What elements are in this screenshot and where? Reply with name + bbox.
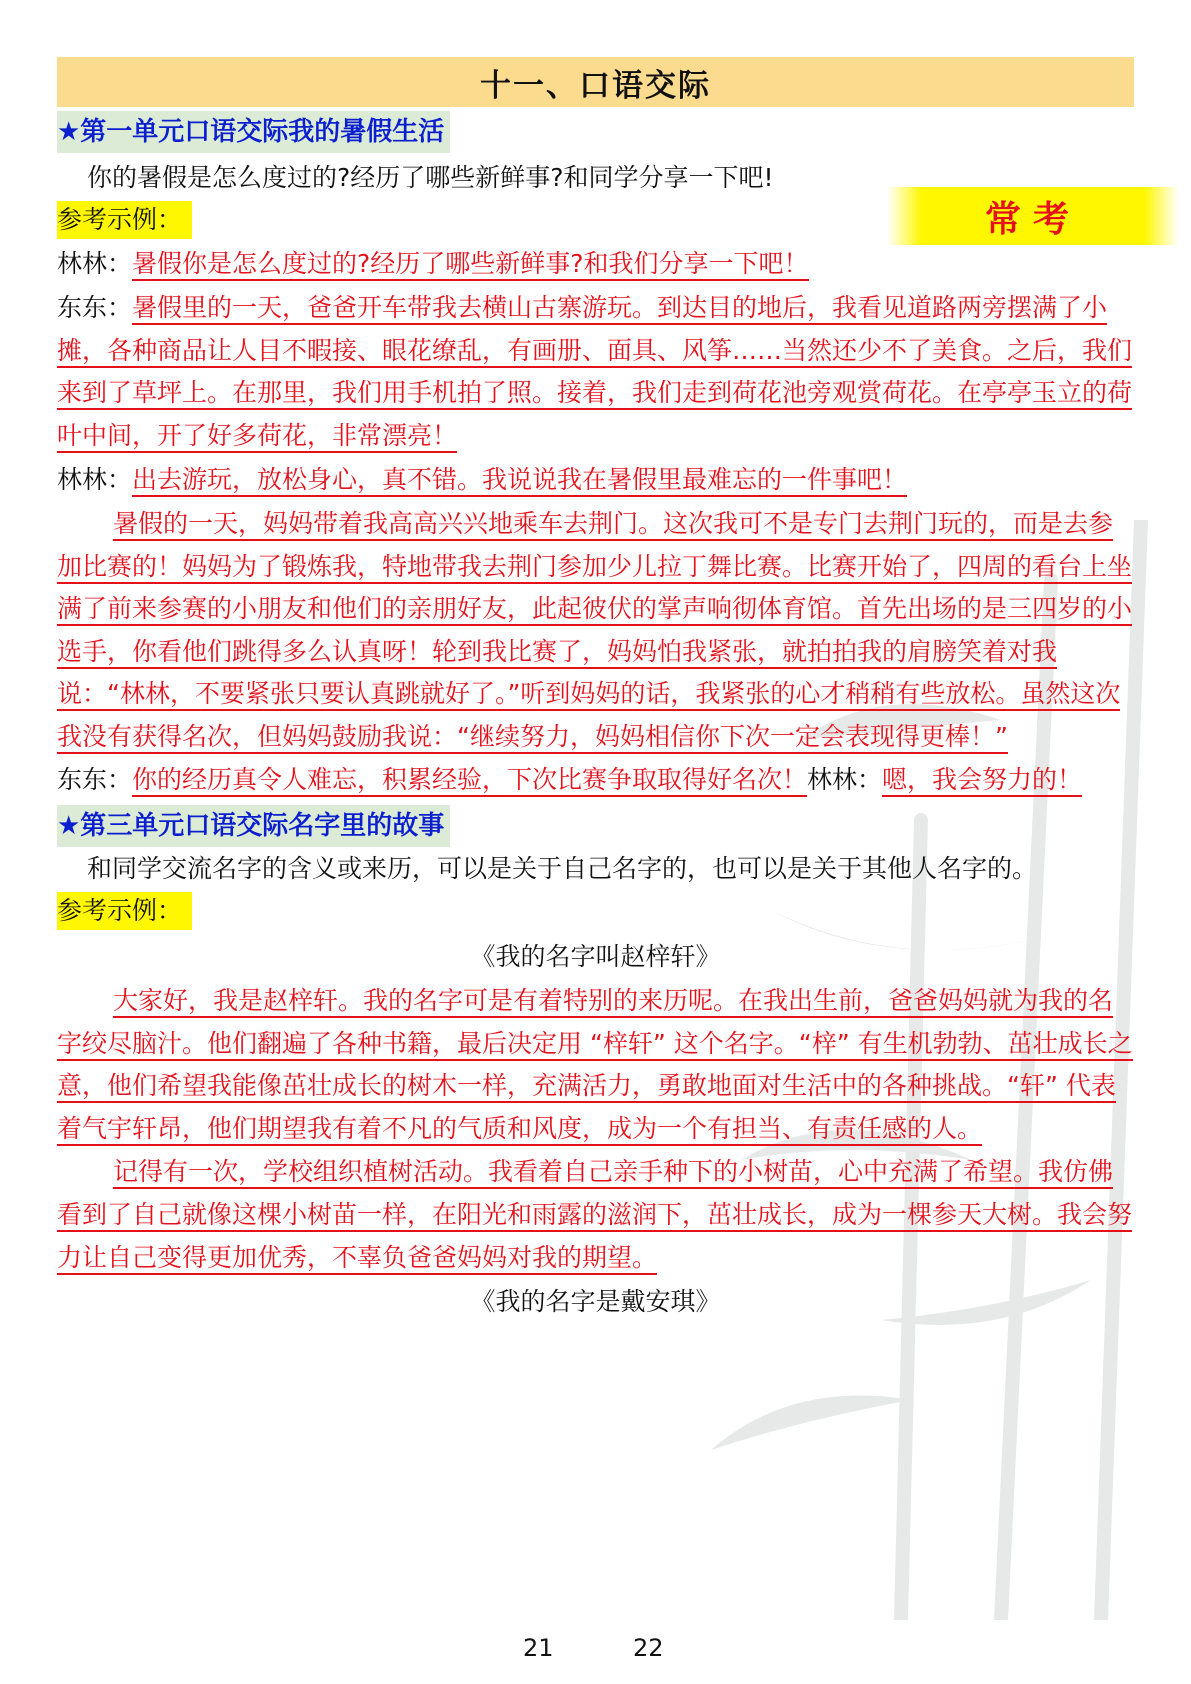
speaker-name: 东东：	[57, 293, 133, 322]
speaker-name: 林林：	[57, 465, 133, 494]
dialogue-line-3	[57, 457, 1134, 503]
page-number-left: 21	[523, 1634, 554, 1662]
dialogue-line-2	[57, 287, 1134, 457]
dialogue-text: 你的经历真令人难忘，积累经验，下次比赛争取取得好名次！	[132, 765, 807, 797]
essay-title-1: 《我的名字叫赵梓轩》	[470, 942, 721, 971]
section-heading-unit1: ★第一单元口语交际我的暑假生活	[57, 111, 450, 153]
dialogue-closing	[57, 758, 1134, 801]
story-text: 暑假的一天，妈妈带着我高高兴兴地乘车去荆门。这次我可不是专门去荆门玩的，而是去参加比赛的！妈妈为了锻炼我，特地带我去荆门参加少儿拉丁舞比赛。比赛开始了，四周的看台上坐满了前来参赛的小朋友和他们的亲朋好友，此起彼伏的掌声响彻体育馆。首先出场的是三四岁的小选手，你看他们跳得多么认真呀！轮到我比赛了，妈妈怕我紧张，就拍拍我的肩膀笑着对我说：“林林，不要紧张只要认真跳就好了。”听到妈妈的话，我紧张的心才稍稍有些放松。虽然这次我没有获得名次，但妈妈鼓励我说：“继续努力，妈妈相信你下次一定会表现得更棒！”	[57, 509, 1132, 754]
page-title: 十一、口语交际	[57, 57, 1134, 107]
section3-prompt: 和同学交流名字的含义或来历，可以是关于自己名字的，也可以是关于其他人名字的。	[87, 854, 1038, 883]
speaker-name: 林林：	[807, 765, 883, 794]
section1-prompt: 你的暑假是怎么度过的?经历了哪些新鲜事?和同学分享一下吧!	[87, 163, 774, 192]
reference-example-label: 参考示例：	[57, 201, 192, 239]
essay1-paragraph-2	[57, 1150, 1134, 1279]
dialogue-text: 暑假里的一天，爸爸开车带我去横山古寨游玩。到达目的地后，我看见道路两旁摆满了小摊，各种商品让人目不暇接、眼花缭乱，有画册、面具、风筝……当然还少不了美食。之后，我们来到了草坪上。在那里，我们用手机拍了照。接着，我们走到荷花池旁观赏荷花。在亭亭玉立的荷叶中间，开了好多荷花，非常漂亮！	[57, 293, 1132, 453]
document-page	[57, 57, 1134, 1325]
essay-title-2: 《我的名字是戴安琪》	[470, 1287, 721, 1316]
badge-text: 常考	[984, 197, 1081, 240]
dialogue-text: 出去游玩，放松身心，真不错。我说说我在暑假里最难忘的一件事吧！	[132, 465, 907, 497]
dialogue-text: 嗯，我会努力的！	[882, 765, 1082, 797]
dialogue-text: 暑假你是怎么度过的?经历了哪些新鲜事?和我们分享一下吧！	[132, 249, 809, 281]
essay1-paragraph-1	[57, 980, 1134, 1150]
story-paragraph	[57, 503, 1134, 758]
reference-example-label: 参考示例：	[57, 892, 192, 930]
essay-text: 大家好，我是赵梓轩。我的名字可是有着特别的来历呢。在我出生前，爸爸妈妈就为我的名字绞尽脑汁。他们翻遍了各种书籍，最后决定用 “梓轩” 这个名字。“梓” 有生机勃勃、茁壮成长之意，他们希望我能像茁壮成长的树木一样，充满活力，勇敢地面对生活中的各种挑战。“轩” 代表着气宇轩昂，他们期望我有着不凡的气质和风度，成为一个有担当、有责任感的人。	[57, 986, 1133, 1146]
essay-text: 记得有一次，学校组织植树活动。我看着自己亲手种下的小树苗，心中充满了希望。我仿佛看到了自己就像这棵小树苗一样，在阳光和雨露的滋润下，茁壮成长，成为一棵参天大树。我会努力让自己变得更加优秀，不辜负爸爸妈妈对我的期望。	[57, 1157, 1132, 1275]
dialogue-line-1	[57, 241, 1134, 287]
page-number-right: 22	[633, 1634, 664, 1662]
section-heading-unit3: ★第三单元口语交际名字里的故事	[57, 805, 450, 847]
speaker-name: 东东：	[57, 765, 133, 794]
speaker-name: 林林：	[57, 249, 133, 278]
